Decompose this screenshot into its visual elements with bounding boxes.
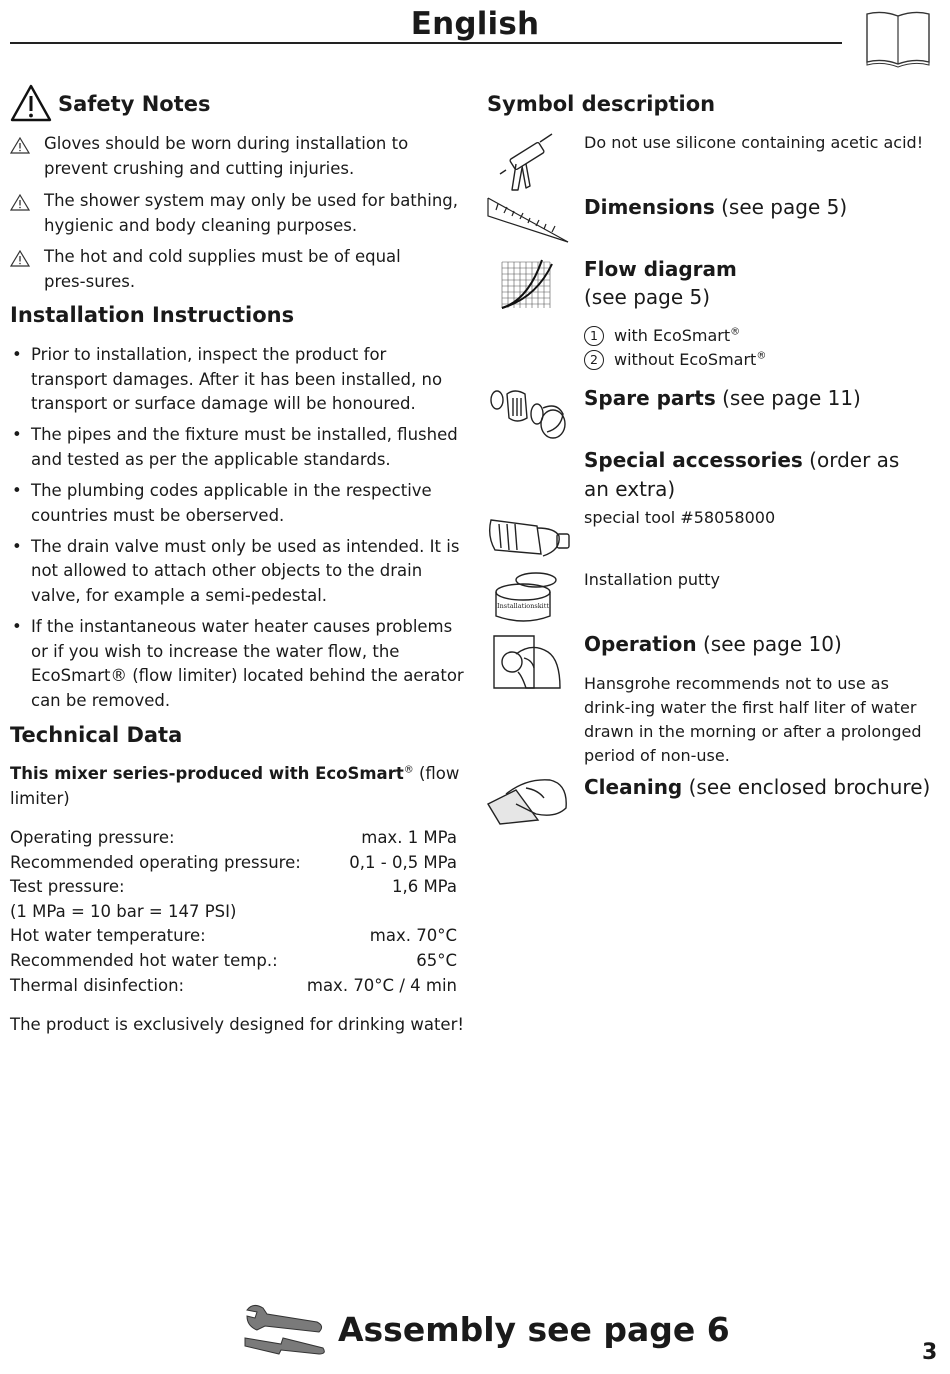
safety-item-text: Gloves should be worn during installation to prevent crushing and cutting injuries. bbox=[44, 134, 409, 178]
spec-row bbox=[10, 924, 457, 949]
silicone-warning: Do not use silicone containing acetic acid! bbox=[584, 133, 924, 152]
flow-legend-text: without EcoSmart bbox=[614, 350, 757, 369]
spec-label: Recommended hot water temp.: bbox=[10, 950, 278, 970]
spec-label: Test pressure: bbox=[10, 877, 125, 897]
list-item: • The pipes and the fixture must be installed, flushed and tested as per the applicable standards. bbox=[10, 423, 465, 472]
spec-value: 1,6 MPa bbox=[391, 877, 457, 897]
list-item: • Prior to installation, inspect the product for transport damages. After it has been installed, no transport or surface damage will be honoured. bbox=[10, 343, 465, 417]
flow-diagram-ref: (see page 5) bbox=[584, 285, 711, 309]
spec-label: Thermal disinfection: bbox=[10, 975, 185, 995]
page-number: 3 bbox=[922, 1340, 938, 1365]
spec-value: max. 1 MPa bbox=[361, 828, 457, 847]
list-item: • If the instantaneous water heater causes problems or if you wish to increase the water flow, the EcoSmart® (flow limiter) located behind the aerator can be removed. bbox=[10, 615, 465, 713]
installation-putty-text: Installation putty bbox=[584, 570, 721, 589]
assembly-reference: Assembly see page 6 bbox=[338, 1310, 730, 1349]
cleaning-hand-icon bbox=[486, 774, 570, 826]
operation-label: Operation bbox=[584, 632, 697, 656]
cleaning-ref: (see enclosed brochure) bbox=[682, 775, 931, 799]
putty-can-label: Installationskitt bbox=[497, 602, 549, 610]
spec-label: Operating pressure: bbox=[10, 828, 175, 847]
registered-mark: ® bbox=[730, 326, 741, 338]
page-title: English bbox=[410, 6, 540, 42]
warning-icon bbox=[10, 137, 30, 154]
list-item: • The drain valve must only be used as intended. It is not allowed to attach other objects to the drain valve, for example a semi-pedestal. bbox=[10, 535, 465, 609]
special-tool-icon bbox=[485, 510, 575, 566]
registered-mark: ® bbox=[756, 350, 767, 362]
cleaning-label: Cleaning bbox=[584, 775, 683, 799]
warning-icon bbox=[10, 84, 52, 122]
number-2-badge: 2 bbox=[584, 350, 604, 370]
registered-mark: ® bbox=[403, 764, 414, 776]
spare-parts-line bbox=[584, 384, 934, 412]
caulking-gun-icon bbox=[496, 130, 560, 194]
spare-parts-ref: (see page 11) bbox=[715, 386, 861, 410]
installation-title: Installation Instructions bbox=[10, 303, 295, 327]
cleaning-line bbox=[584, 773, 934, 801]
technical-data-title: Technical Data bbox=[10, 723, 183, 747]
spare-parts-label: Spare parts bbox=[584, 386, 716, 410]
flow-diagram-block bbox=[584, 255, 934, 311]
flow-legend-item bbox=[584, 324, 934, 348]
drinking-water-note: The product is exclusively designed for drinking water! bbox=[10, 1015, 464, 1034]
dimensions-label: Dimensions bbox=[584, 195, 715, 219]
flow-legend-item bbox=[584, 348, 934, 372]
spec-row bbox=[10, 826, 457, 851]
technical-subtitle bbox=[10, 762, 470, 811]
special-accessories-line bbox=[584, 446, 929, 504]
warning-icon bbox=[10, 250, 30, 267]
special-accessories-label: Special accessories bbox=[584, 448, 803, 472]
installation-list bbox=[10, 343, 465, 720]
spec-table bbox=[10, 826, 465, 998]
spec-row bbox=[10, 875, 457, 900]
safety-item-text: The hot and cold supplies must be of equal pres-sures. bbox=[44, 247, 401, 291]
spec-label: Hot water temperature: bbox=[10, 926, 206, 946]
spec-value: 65°C bbox=[416, 950, 457, 970]
warning-icon bbox=[10, 194, 30, 211]
spec-label: (1 MPa = 10 bar = 147 PSI) bbox=[10, 901, 237, 921]
symbol-description-title: Symbol description bbox=[487, 92, 716, 116]
book-icon bbox=[864, 10, 932, 68]
flow-legend-text: with EcoSmart bbox=[614, 326, 731, 345]
spec-row bbox=[10, 851, 457, 876]
list-item: • The plumbing codes applicable in the respective countries must be oberserved. bbox=[10, 479, 465, 528]
spec-row bbox=[10, 974, 457, 999]
flow-diagram-icon bbox=[498, 256, 556, 312]
special-tool-text: special tool #58058000 bbox=[584, 508, 776, 527]
technical-subtitle-rest: (flow limiter) bbox=[10, 764, 460, 808]
operation-line bbox=[584, 630, 934, 658]
spec-value: max. 70°C bbox=[369, 926, 457, 946]
operation-text: Hansgrohe recommends not to use as drink-ing water the first half liter of water drawn in the morning or after a prolonged period of non-use. bbox=[584, 674, 922, 765]
flow-legend bbox=[584, 324, 934, 372]
dimensions-line bbox=[584, 193, 934, 221]
spec-row bbox=[10, 900, 457, 925]
spec-value: 0,1 - 0,5 MPa bbox=[349, 852, 457, 872]
special-accessories-ref: (order as an extra) bbox=[584, 448, 900, 501]
operation-ref: (see page 10) bbox=[696, 632, 842, 656]
putty-can-icon bbox=[490, 570, 562, 626]
wrench-screwdriver-icon bbox=[243, 1302, 325, 1356]
hand-operating-icon bbox=[492, 632, 562, 690]
number-1-badge: 1 bbox=[584, 326, 604, 346]
header-rule bbox=[10, 42, 842, 44]
spare-parts-icon bbox=[487, 384, 571, 442]
spec-value: max. 70°C / 4 min bbox=[306, 975, 457, 995]
spec-label: Recommended operating pressure: bbox=[10, 852, 301, 872]
flow-diagram-label: Flow diagram bbox=[584, 257, 737, 281]
technical-subtitle-bold: This mixer series-produced with EcoSmart bbox=[10, 764, 404, 783]
spec-row bbox=[10, 949, 457, 974]
safety-item-text: The shower system may only be used for bathing, hygienic and body cleaning purposes. bbox=[44, 191, 458, 235]
ruler-icon bbox=[486, 194, 570, 246]
dimensions-ref: (see page 5) bbox=[714, 195, 848, 219]
safety-notes-title: Safety Notes bbox=[58, 92, 211, 116]
